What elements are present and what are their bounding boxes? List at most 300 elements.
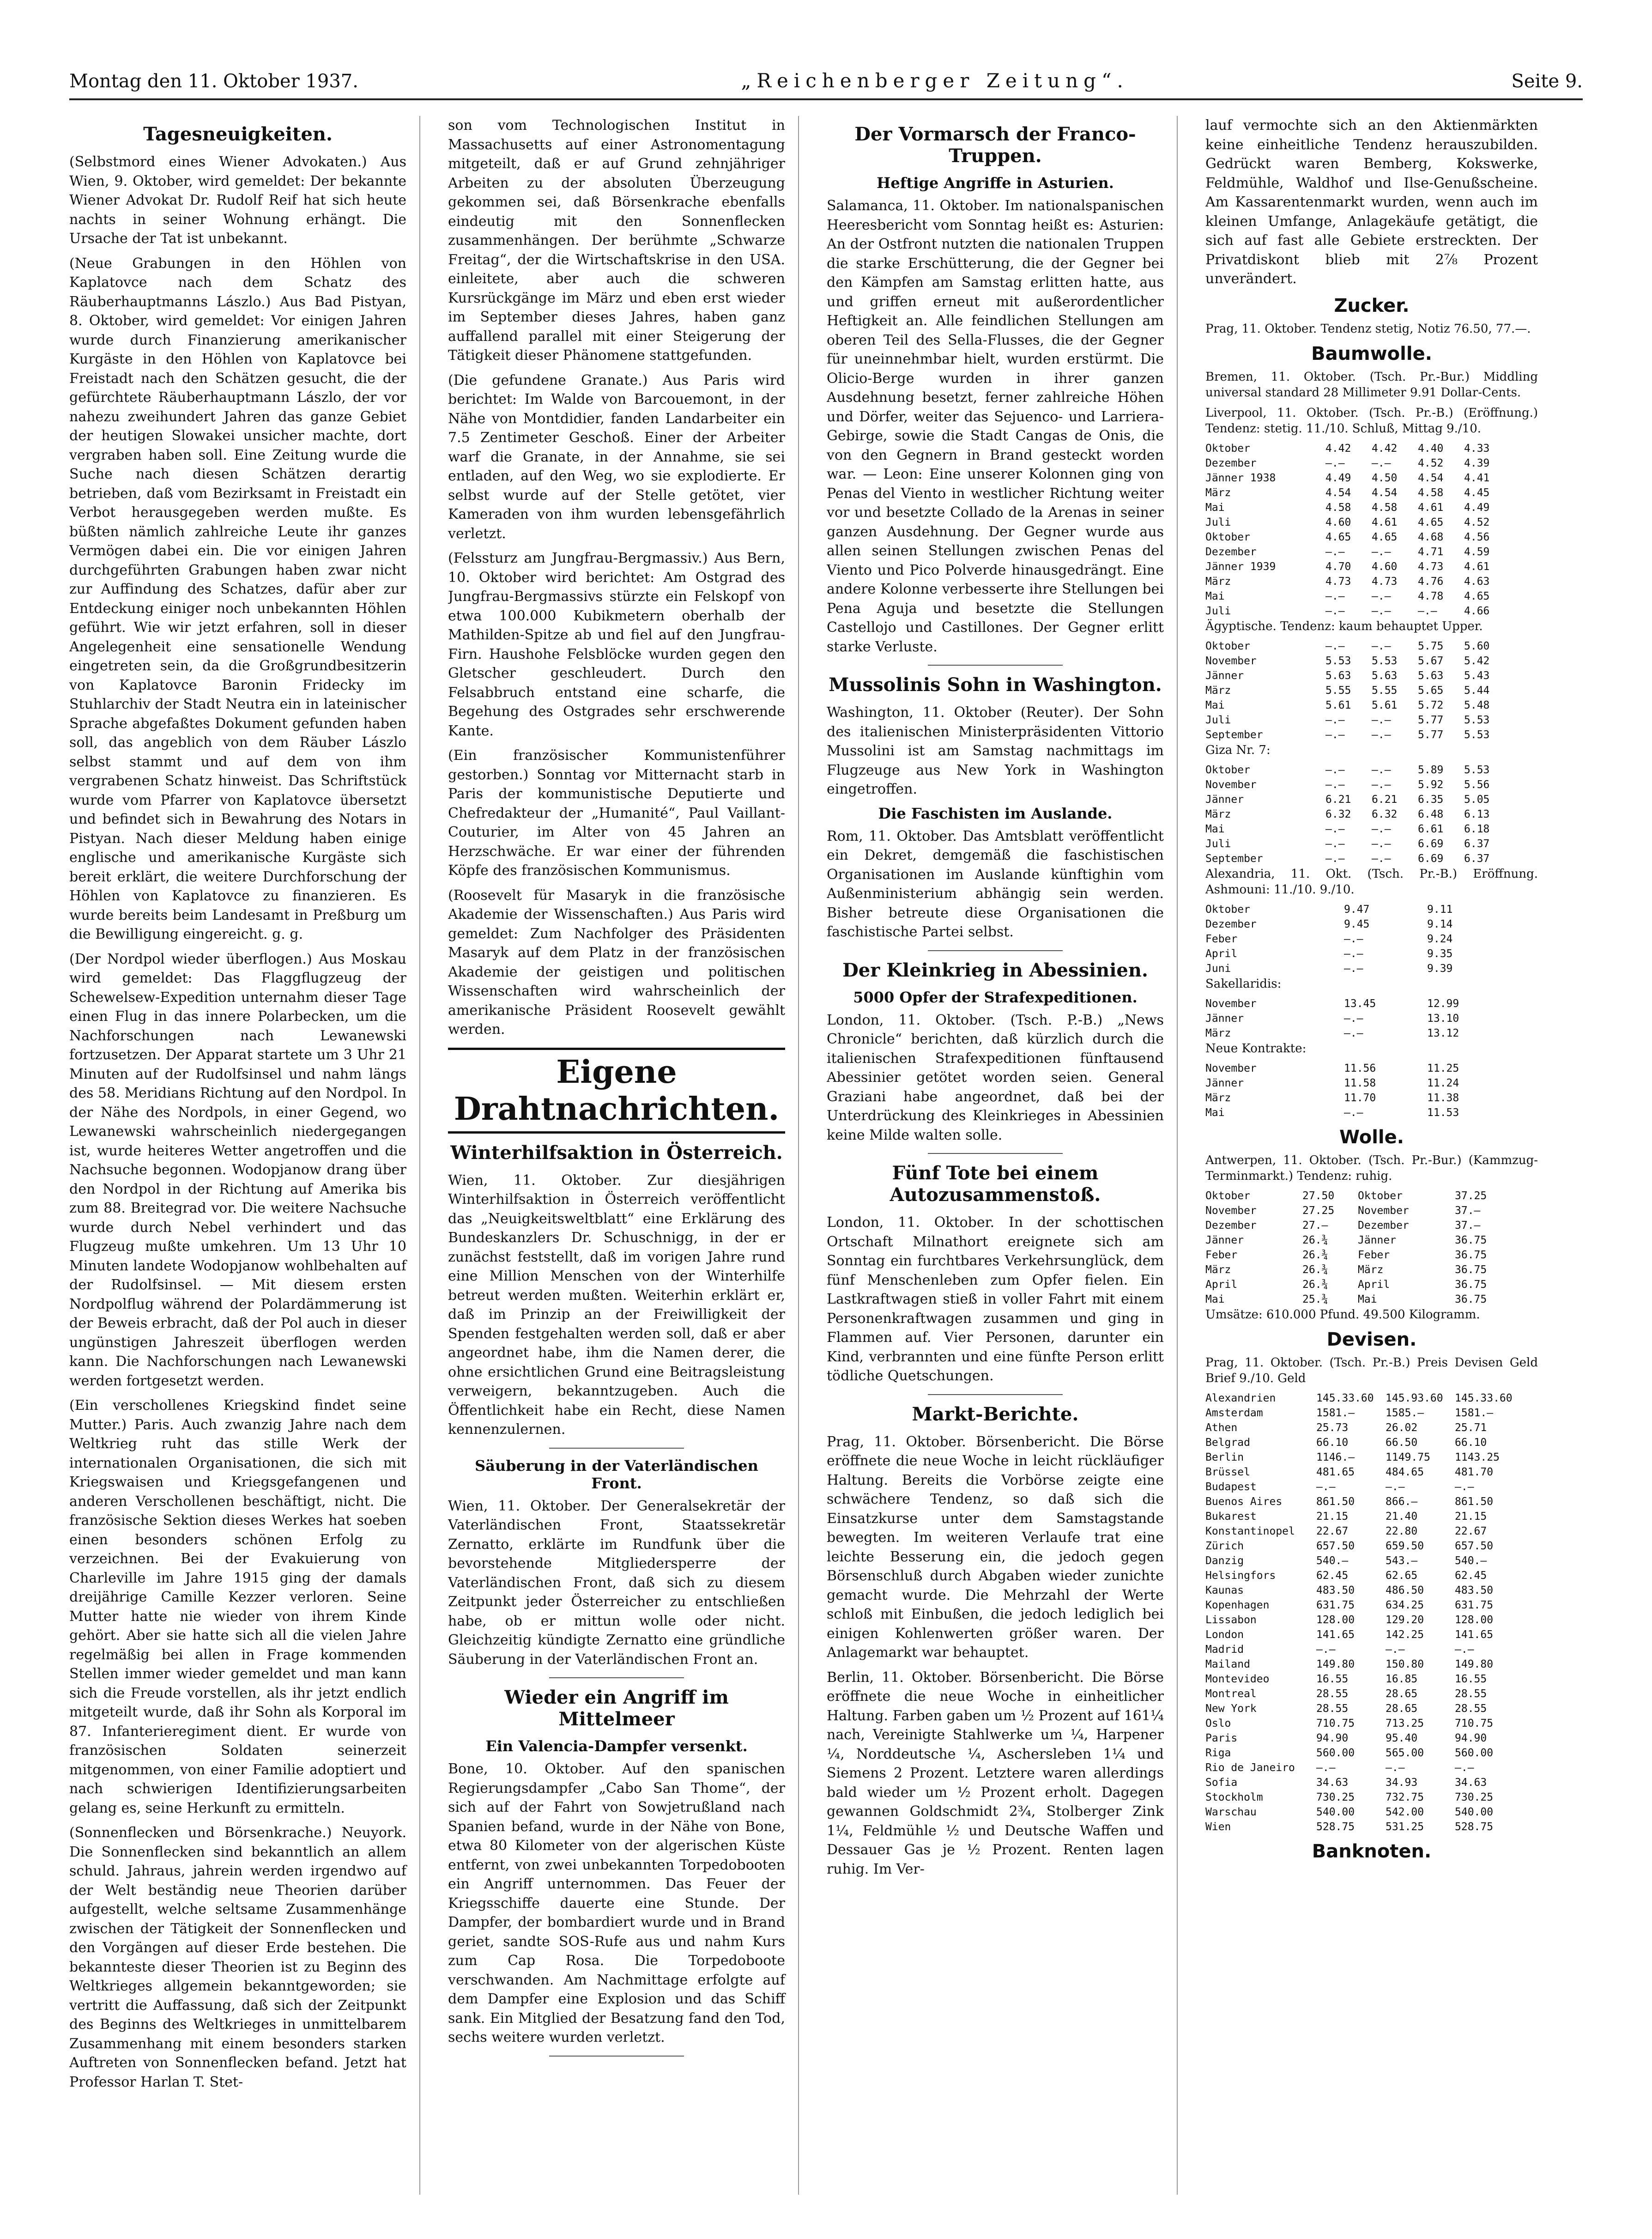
- table-row: [1205, 1687, 1538, 1701]
- table-cell: 28.55: [1316, 1702, 1349, 1715]
- table-cell: 4.54: [1325, 486, 1351, 499]
- table-cell: 5.56: [1464, 778, 1490, 791]
- table-cell: Jänner: [1205, 793, 1244, 806]
- table-cell: 542.00: [1386, 1806, 1424, 1818]
- table-cell: 4.70: [1325, 560, 1351, 573]
- table-row: [1205, 1539, 1538, 1553]
- table-cell: 6.37: [1464, 837, 1490, 850]
- table-cell: April: [1205, 1278, 1238, 1291]
- table-cell: Jänner: [1358, 1234, 1397, 1246]
- table-row: [1205, 1775, 1538, 1790]
- col1-paragraph: (Ein verschollenes Kriegskind findet seine Mutter.) Paris. Auch zwanzig Jahre nach dem Weltkrieg ruht das stille Werk der internationalen Organisationen, die sich mit Kriegswaisen und Kriegsgefangenen und anderen Verschollenen beschäftigt, nicht. Die französische Sektion dieses Werkes hat soeben einen besonders schönen Erfolg zu verzeichnen. Bei der Evakuierung von Charleville im Jahre 1915 ging der damals dreijährige Camille Kezzer verloren. Seine Mutter hatte nie wieder von ihrem Kinde gehört. Aber sie hatte sich all die vielen Jahre regelmäßig bei allen in Frage kommenden Stellen immer wieder gemeldet und man kann sich die Freude vorstellen, als ihr jetzt endlich mitgeteilt wurde, daß ihr Sohn als Korporal im 87. Infanterieregiment dient. Er wurde von französischen Soldaten seinerzeit mitgenommen, von einer Familie adoptiert und nach schwierigen Identifizierungsarbeiten gelang es, seine Herkunft zu ermitteln.: [69, 1397, 406, 1816]
- table-cell: Alexandrien: [1205, 1392, 1276, 1404]
- table-cell: 528.75: [1455, 1820, 1494, 1833]
- table-cell: 5.44: [1464, 684, 1490, 697]
- table-cell: 28.55: [1316, 1687, 1349, 1700]
- table-cell: März: [1205, 808, 1231, 820]
- table-cell: März: [1205, 1092, 1231, 1104]
- table-cell: Montevideo: [1205, 1673, 1270, 1685]
- table-row: [1205, 1553, 1538, 1568]
- alex-header: Alexandria, 11. Okt. (Tsch. Pr.-B.) Eröffnung. Ashmouni: 11./10. 9./10.: [1205, 867, 1538, 897]
- table-cell: Danzig: [1205, 1554, 1244, 1567]
- table-cell: 25.71: [1455, 1421, 1487, 1434]
- article-subtitle: Heftige Angriffe in Asturien.: [877, 174, 1114, 192]
- table-cell: —.—: [1325, 728, 1345, 741]
- table-row: [1205, 1391, 1538, 1406]
- table-cell: 730.25: [1455, 1791, 1494, 1803]
- table-cell: 13.10: [1427, 1012, 1459, 1025]
- table-row: [1205, 1465, 1538, 1480]
- table-cell: 150.80: [1386, 1658, 1424, 1670]
- neue-table: [1205, 1061, 1538, 1120]
- table-row: [1205, 1746, 1538, 1760]
- table-cell: Jänner: [1205, 1234, 1244, 1246]
- table-cell: —.—: [1372, 852, 1391, 865]
- table-cell: 141.65: [1455, 1628, 1494, 1641]
- giza-header: Giza Nr. 7:: [1205, 743, 1271, 757]
- table-cell: 4.65: [1418, 516, 1444, 528]
- table-cell: 4.42: [1372, 442, 1398, 455]
- table-cell: 4.60: [1372, 560, 1398, 573]
- table-cell: 128.00: [1455, 1614, 1494, 1626]
- table-cell: 13.45: [1344, 997, 1376, 1010]
- table-cell: —.—: [1455, 1643, 1474, 1656]
- table-cell: 6.32: [1372, 808, 1398, 820]
- table-row: [1205, 851, 1538, 866]
- table-cell: Dezember: [1205, 918, 1257, 930]
- table-cell: Jänner: [1205, 1012, 1244, 1025]
- table-cell: Dezember: [1205, 457, 1257, 469]
- table-cell: Lissabon: [1205, 1614, 1257, 1626]
- table-row: [1205, 683, 1538, 698]
- table-cell: 9.45: [1344, 918, 1370, 930]
- table-row: [1205, 639, 1538, 654]
- wolle-text: Antwerpen, 11. Oktober. (Tsch. Pr.-Bur.) (Kammzug-Terminmarkt.) Tendenz: ruhig.: [1205, 1153, 1538, 1183]
- article-title: Fünf Tote bei einem Autozusammenstoß.: [890, 1162, 1101, 1206]
- table-cell: Budapest: [1205, 1481, 1257, 1493]
- divider: [928, 1394, 1063, 1395]
- table-cell: 11.58: [1344, 1077, 1376, 1089]
- table-row: [1205, 574, 1538, 589]
- devisen-title: Devisen.: [1326, 1329, 1417, 1350]
- table-cell: November: [1205, 655, 1257, 667]
- table-cell: 5.63: [1418, 669, 1444, 682]
- table-row: [1205, 1450, 1538, 1465]
- table-row: [1205, 1277, 1538, 1292]
- sakel-table: [1205, 996, 1538, 1041]
- table-cell: 4.76: [1418, 575, 1444, 588]
- table-row: [1205, 530, 1538, 545]
- table-cell: September: [1205, 728, 1263, 741]
- table-cell: —.—: [1325, 714, 1345, 726]
- egypt-table: [1205, 639, 1538, 742]
- table-row: [1205, 1509, 1538, 1524]
- article-text: London, 11. Oktober. In der schottischen Ortschaft Milnathort ereignete sich am Sonntag ein furchtbares Verkehrsunglück, dem fünf Menschenleben zum Opfer fielen. Ein Lastkraftwagen stieß in voller Fahrt mit einem Personenkraftwagen zusammen und ging in Flammen auf. Vier Personen, darunter ein Kind, verbrannten und eine fünfte Person erlitt tödliche Quetschungen.: [827, 1214, 1164, 1384]
- table-row: [1205, 1568, 1538, 1583]
- table-row: [1205, 1262, 1538, 1277]
- table-cell: 5.61: [1325, 699, 1351, 711]
- table-cell: 4.73: [1325, 575, 1351, 588]
- table-cell: 5.53: [1464, 728, 1490, 741]
- table-row: [1205, 456, 1538, 471]
- table-cell: 4.40: [1418, 442, 1444, 455]
- table-row: [1205, 777, 1538, 792]
- table-row: [1205, 604, 1538, 619]
- table-cell: 26.¾: [1302, 1249, 1328, 1261]
- article-text: Wien, 11. Oktober. Zur diesjährigen Winterhilfsaktion in Österreich veröffentlicht das „Neuigkeitsweltblatt“ eine Erklärung des Bundeskanzlers Dr. Schuschnigg, in der er zunächst feststellt, daß im vorigen Jahre rund eine Million Menschen von der Winterhilfe betreut werden mußten. Weiterhin erklärt er, daß im Prinzip an der Freiwilligkeit der Spenden festgehalten werden soll, daß er aber angeordnet habe, ihm die Namen derer, die ohne ersichtlichen Grund eine Beitragsleistung verweigern, bekanntzugeben. Auch die Öffentlichkeit habe ein Recht, diese Namen kennenzulernen.: [448, 1172, 785, 1438]
- table-cell: 22.67: [1455, 1525, 1487, 1537]
- neue-header: Neue Kontrakte:: [1205, 1041, 1307, 1056]
- table-row: [1205, 917, 1538, 932]
- table-cell: —.—: [1325, 457, 1345, 469]
- table-row: [1205, 1716, 1538, 1731]
- table-cell: Helsingfors: [1205, 1569, 1276, 1582]
- table-cell: 540.—: [1316, 1554, 1349, 1567]
- table-row: [1205, 654, 1538, 668]
- table-cell: 5.63: [1372, 669, 1398, 682]
- table-cell: 25.¾: [1302, 1293, 1328, 1305]
- table-cell: 4.59: [1464, 546, 1490, 558]
- article-text: Rom, 11. Oktober. Das Amtsblatt veröffentlicht ein Dekret, demgemäß die faschistischen Organisationen im Auslande künftighin vom Außenministerium abhängig sein werden. Bisher betreute diese Organisationen die faschistische Partei selbst.: [827, 828, 1164, 940]
- table-cell: —.—: [1316, 1761, 1336, 1774]
- table-cell: 4.65: [1464, 590, 1490, 602]
- table-cell: 4.49: [1325, 472, 1351, 484]
- article-title: Die Faschisten im Auslande.: [878, 804, 1113, 822]
- table-cell: Oktober: [1205, 640, 1250, 652]
- table-cell: 27.50: [1302, 1189, 1335, 1202]
- article-text: Berlin, 11. Oktober. Börsenbericht. Die Börse eröffnete die neue Woche in einheitlicher Haltung. Farben gaben um ½ Prozent auf 161¼ nach, Vereinigte Stahlwerke um ¼, Harpener ¼, Norddeutsche ¼, Aschersleben 1¼ und Siemens 2 Prozent. Letztere waren allerdings bald wieder um ½ Prozent erholt. Dagegen gewannen Goldschmidt 2¾, Stolberger Zink 1¼, Feldmühle ½ und Deutsche Waffen und Dessauer Gas je ½ Prozent. Renten lagen ruhig. Im Ver-: [827, 1669, 1164, 1877]
- table-cell: Paris: [1205, 1732, 1238, 1744]
- table-cell: 22.67: [1316, 1525, 1349, 1537]
- table-cell: 11.24: [1427, 1077, 1459, 1089]
- table-cell: Oktober: [1205, 764, 1250, 776]
- table-cell: 531.25: [1386, 1820, 1424, 1833]
- table-cell: 631.75: [1316, 1599, 1355, 1611]
- table-cell: —.—: [1325, 640, 1345, 652]
- market-intro: lauf vermochte sich an den Aktienmärkten keine einheitliche Tendenz herauszubilden. Gedrückt waren Bemberg, Kokswerke, Feldmühle, Waldhof und Ilse-Genußscheine. Am Kassarentenmarkt wurden, wenn auch im kleinen Umfange, Anlagekäufe getätigt, die sich auf fast alle Gebiete erstreckten. Der Privatdiskont blieb mit 2⅞ Prozent unverändert.: [1205, 117, 1538, 287]
- table-cell: —.—: [1325, 823, 1345, 835]
- table-row: [1205, 1292, 1538, 1307]
- col1-paragraph: (Neue Grabungen in den Höhlen von Kaplatovce nach dem Schatz des Räuberhauptmanns Lászlo.) Aus Bad Pistyan, 8. Oktober, wird gemeldet: Vor einigen Jahren wurde durch Finanzierung amerikanischer Kurgäste in den Höhlen von Kaplatovce bei Freistadt nach den Schätzen gesucht, die der gefürchtete Räuberhauptmann Lászlo, der vor nahezu zweihundert Jahren das ganze Gebiet der heutigen Slowakei unsicher machte, dort vergraben haben soll. Eine Zeitung wurde die Suche nach diesen Schätzen derartig betrieben, daß vom Bezirksamt in Freistadt ein Verbot herausgegeben werden mußte. Es büßten nämlich zahlreiche Leute ihr ganzes Vermögen dabei ein. Die vor einigen Jahren durchgeführten Grabungen haben zwar nicht zur Auffindung des Schatzes, dafür aber zur Entdeckung einiger noch unbekannten Höhlen geführt. Wie wir jetzt erfahren, soll in dieser Angelegenheit eine sensationelle Wendung eingetreten sein, da die Großgrundbesitzerin von Kaplatovce Baronin Fridecky im Stuhlarchiv der Stadt Neutra ein in lateinischer Sprache abgefaßtes Dokument gefunden haben soll, das angeblich von dem Räuber Lászlo selbst stammt und auf dem von ihm vergrabenen Schatz hinweist. Das Schriftstück wurde vom Pfarrer von Kaplatovce übersetzt und befindet sich in Bewahrung des Notars in Pistyan. Nach dieser Meldung haben einige englische und amerikanische Kurgäste sich bereit erklärt, die weitere Durchforschung der Höhlen von Kaplatovce zu finanzieren. Es wurde bereits beim Landesamt in Preßburg um die Bewilligung eingereicht. g. g.: [69, 255, 406, 942]
- table-row: [1205, 961, 1538, 976]
- table-row: [1205, 763, 1538, 777]
- table-row: [1205, 1406, 1538, 1420]
- table-cell: 6.48: [1418, 808, 1444, 820]
- column-3: [827, 116, 1178, 2195]
- table-row: [1205, 1657, 1538, 1672]
- table-cell: 142.25: [1386, 1628, 1424, 1641]
- table-cell: 4.50: [1372, 472, 1398, 484]
- table-cell: 730.25: [1316, 1791, 1355, 1803]
- table-cell: Juli: [1205, 837, 1231, 850]
- table-cell: Brüssel: [1205, 1466, 1250, 1478]
- table-cell: 4.61: [1418, 501, 1444, 514]
- table-cell: 4.60: [1325, 516, 1351, 528]
- table-cell: 12.99: [1427, 997, 1459, 1010]
- table-cell: 66.50: [1386, 1436, 1418, 1449]
- table-cell: 861.50: [1455, 1495, 1494, 1508]
- table-cell: 34.63: [1455, 1776, 1487, 1789]
- table-cell: 866.—: [1386, 1495, 1418, 1508]
- table-cell: 6.32: [1325, 808, 1351, 820]
- table-cell: 4.73: [1418, 560, 1444, 573]
- table-cell: Jänner 1939: [1205, 560, 1276, 573]
- liverpool-header: Liverpool, 11. Oktober. (Tsch. Pr.-B.) (Eröffnung.) Tendenz: stetig. 11./10. Schluß, Mittag 9./10.: [1205, 406, 1538, 436]
- table-cell: 4.41: [1464, 472, 1490, 484]
- table-cell: —.—: [1372, 546, 1391, 558]
- table-cell: 5.53: [1464, 714, 1490, 726]
- table-cell: 21.40: [1386, 1510, 1418, 1523]
- table-cell: 9.14: [1427, 918, 1453, 930]
- table-cell: Belgrad: [1205, 1436, 1250, 1449]
- table-cell: 5.75: [1418, 640, 1444, 652]
- sakel-header: Sakellaridis:: [1205, 977, 1282, 991]
- divider: [549, 1448, 684, 1449]
- table-row: [1205, 996, 1538, 1011]
- table-cell: —.—: [1372, 728, 1391, 741]
- table-cell: 9.11: [1427, 903, 1453, 916]
- table-cell: 540.00: [1455, 1806, 1494, 1818]
- table-cell: 5.61: [1372, 699, 1398, 711]
- table-cell: 11.70: [1344, 1092, 1376, 1104]
- table-cell: 149.80: [1316, 1658, 1355, 1670]
- table-cell: 634.25: [1386, 1599, 1424, 1611]
- zucker-title: Zucker.: [1334, 295, 1410, 316]
- header-date: Montag den 11. Oktober 1937.: [69, 71, 358, 92]
- table-cell: 4.56: [1464, 531, 1490, 543]
- table-cell: 26.¾: [1302, 1278, 1328, 1291]
- table-cell: Stockholm: [1205, 1791, 1263, 1803]
- table-cell: 37.—: [1455, 1204, 1481, 1217]
- table-row: [1205, 1672, 1538, 1687]
- divider: [928, 1153, 1063, 1154]
- table-cell: 128.00: [1316, 1614, 1355, 1626]
- table-cell: 11.38: [1427, 1092, 1459, 1104]
- table-cell: Zürich: [1205, 1540, 1244, 1552]
- table-cell: 5.53: [1464, 764, 1490, 776]
- tagesneuigkeiten-heading: Tagesneuigkeiten.: [143, 123, 333, 145]
- table-cell: 5.05: [1464, 793, 1490, 806]
- table-cell: April: [1358, 1278, 1390, 1291]
- table-cell: 16.55: [1316, 1673, 1349, 1685]
- table-row: [1205, 1203, 1538, 1218]
- columns: [69, 116, 1583, 2195]
- table-cell: 5.48: [1464, 699, 1490, 711]
- divider: [549, 1677, 684, 1678]
- table-cell: Jänner 1938: [1205, 472, 1276, 484]
- table-cell: 26.¾: [1302, 1234, 1328, 1246]
- table-row: [1205, 1218, 1538, 1233]
- table-cell: 4.45: [1464, 486, 1490, 499]
- table-row: [1205, 1642, 1538, 1657]
- table-cell: 5.63: [1325, 669, 1351, 682]
- table-cell: 13.12: [1427, 1027, 1459, 1039]
- table-cell: 4.65: [1325, 531, 1351, 543]
- table-row: [1205, 713, 1538, 728]
- table-cell: 5.89: [1418, 764, 1444, 776]
- table-cell: 4.58: [1325, 501, 1351, 514]
- article-title: Der Kleinkrieg in Abessinien.: [842, 959, 1148, 981]
- table-cell: Feber: [1205, 1249, 1238, 1261]
- table-cell: 528.75: [1316, 1820, 1355, 1833]
- table-cell: 5.77: [1418, 728, 1444, 741]
- table-cell: Juli: [1205, 516, 1231, 528]
- table-cell: Oslo: [1205, 1717, 1231, 1729]
- table-row: [1205, 1076, 1538, 1091]
- table-cell: 36.75: [1455, 1278, 1487, 1291]
- page-header: [69, 69, 1583, 100]
- table-cell: 37.25: [1455, 1189, 1487, 1202]
- table-cell: November: [1205, 997, 1257, 1010]
- table-cell: 28.65: [1386, 1687, 1418, 1700]
- table-row: [1205, 1189, 1538, 1203]
- table-cell: Mai: [1205, 590, 1225, 602]
- table-cell: 34.63: [1316, 1776, 1349, 1789]
- table-cell: März: [1205, 1027, 1231, 1039]
- table-row: [1205, 932, 1538, 947]
- table-cell: —.—: [1344, 933, 1363, 945]
- devisen-header: Prag, 11. Oktober. (Tsch. Pr.-B.) Preis Devisen Geld Brief 9./10. Geld: [1205, 1355, 1538, 1385]
- table-cell: 149.80: [1455, 1658, 1494, 1670]
- table-cell: 11.56: [1344, 1062, 1376, 1074]
- table-cell: —.—: [1344, 947, 1363, 960]
- table-cell: 16.85: [1386, 1673, 1418, 1685]
- table-cell: 1581.—: [1455, 1407, 1494, 1419]
- table-row: [1205, 500, 1538, 515]
- table-cell: 657.50: [1316, 1540, 1355, 1552]
- table-cell: 16.55: [1455, 1673, 1487, 1685]
- table-cell: 732.75: [1386, 1791, 1424, 1803]
- table-row: [1205, 1805, 1538, 1820]
- table-cell: 6.13: [1464, 808, 1490, 820]
- table-cell: Mai: [1205, 1106, 1225, 1119]
- giza-table: [1205, 763, 1538, 866]
- table-cell: Oktober: [1205, 903, 1250, 916]
- col2-paragraph: (Felssturz am Jungfrau-Bergmassiv.) Aus Bern, 10. Oktober wird berichtet: Am Ostgrad des Jungfrau-Bergmassivs stürzte ein Felskopf von etwa 100.000 Kubikmetern oberhalb der Mathilden-Spitze ab und fiel auf den Jungfrau-Firn. Haushohe Felsblöcke wurden gegen den Gletscher geschleudert. Durch den Felsabbruch entstand eine scharfe, die Begehung des Ostgrades sehr erschwerende Kante.: [448, 550, 785, 739]
- table-row: [1205, 837, 1538, 851]
- table-cell: 9.47: [1344, 903, 1370, 916]
- table-cell: Bukarest: [1205, 1510, 1257, 1523]
- table-cell: 4.58: [1372, 501, 1398, 514]
- table-cell: 565.00: [1386, 1747, 1424, 1759]
- table-cell: —.—: [1344, 1012, 1363, 1025]
- table-cell: —.—: [1372, 714, 1391, 726]
- table-cell: April: [1205, 947, 1238, 960]
- table-cell: November: [1358, 1204, 1409, 1217]
- article-text: Bone, 10. Oktober. Auf den spanischen Regierungsdampfer „Cabo San Thome“, der sich auf der Fahrt von Sowjetrußland nach Spanien befand, wurde in der Nähe von Bone, etwa 80 Kilometer von der algerischen Küste entfernt, von zwei unbekannten Torpedobooten ein Angriff unternommen. Das Feuer der Kriegsschiffe dauerte eine Stunde. Der Dampfer, der bombardiert wurde und in Brand geriet, sandte SOS-Rufe aus und nahm Kurs zum Cap Rosa. Die Torpedoboote verschwanden. Am Nachmittage erfolgte auf dem Dampfer eine Explosion und das Schiff sank. Ein Mitglied der Besatzung fand den Tod, sechs weitere wurden verletzt.: [448, 1761, 785, 2045]
- umsaetze: Umsätze: 610.000 Pfund. 49.500 Kilogramm.: [1205, 1307, 1480, 1322]
- table-cell: 4.39: [1464, 457, 1490, 469]
- table-cell: 1149.75: [1386, 1451, 1430, 1463]
- table-cell: 95.40: [1386, 1732, 1418, 1744]
- table-cell: Montreal: [1205, 1687, 1257, 1700]
- table-cell: Sofia: [1205, 1776, 1238, 1789]
- table-cell: Kaunas: [1205, 1584, 1244, 1596]
- table-cell: 22.80: [1386, 1525, 1418, 1537]
- table-cell: —.—: [1372, 764, 1391, 776]
- table-row: [1205, 1627, 1538, 1642]
- table-row: [1205, 1011, 1538, 1026]
- table-cell: 483.50: [1316, 1584, 1355, 1596]
- table-row: [1205, 807, 1538, 822]
- table-cell: 28.55: [1455, 1702, 1487, 1715]
- table-cell: 710.75: [1316, 1717, 1355, 1729]
- table-cell: —.—: [1325, 778, 1345, 791]
- article-title: Säuberung in der Vaterländischen Front.: [475, 1456, 758, 1492]
- banknoten-title: Banknoten.: [1312, 1840, 1432, 1862]
- drahtnachrichten-banner: Eigene Drahtnachrichten.: [448, 1048, 785, 1134]
- table-cell: 1581.—: [1316, 1407, 1355, 1419]
- table-cell: 713.25: [1386, 1717, 1424, 1729]
- table-cell: 5.72: [1418, 699, 1444, 711]
- table-cell: 560.00: [1455, 1747, 1494, 1759]
- table-cell: 141.65: [1316, 1628, 1355, 1641]
- table-row: [1205, 698, 1538, 713]
- table-cell: 4.54: [1418, 472, 1444, 484]
- col2-paragraph: (Roosevelt für Masaryk in die französische Akademie der Wissenschaften.) Aus Paris wird gemeldet: Zum Nachfolger des Präsidenten Masaryk auf dem Platz in der französischen Akademie der geistigen und politischen Wissenschaften wird wahrscheinlich der amerikanische Präsident Roosevelt gewählt werden.: [448, 887, 785, 1038]
- table-cell: Rio de Janeiro: [1205, 1761, 1295, 1774]
- table-cell: 4.78: [1418, 590, 1444, 602]
- table-row: [1205, 485, 1538, 500]
- bremen-text: Bremen, 11. Oktober. (Tsch. Pr.-Bur.) Middling universal standard 28 Millimeter 9.91 Dollar-Cents.: [1205, 370, 1538, 400]
- table-cell: 34.93: [1386, 1776, 1418, 1789]
- column-1: [69, 116, 420, 2195]
- table-cell: 27.—: [1302, 1219, 1328, 1232]
- table-cell: 4.66: [1464, 605, 1490, 617]
- table-cell: Mai: [1358, 1293, 1377, 1305]
- table-cell: 4.52: [1418, 457, 1444, 469]
- article-text: Prag, 11. Oktober. Börsenbericht. Die Börse eröffnete die neue Woche in leicht rückläufiger Haltung. Bereits die Vorbörse zeigte eine schwächere Tendenz, so daß sich die Einsatzkurse unter dem Samstagstande bewegten. Im weiteren Verlaufe trat eine leichte Besserung ein, die jedoch gegen Börsenschluß durch Abgaben wieder zunichte gemacht wurde. Die Mehrzahl der Werte schloß mit Einbußen, die jedoch lediglich bei einigen Kohlenwerten größer waren. Der Anlagemarkt war behauptet.: [827, 1433, 1164, 1661]
- table-cell: Oktober: [1358, 1189, 1403, 1202]
- table-cell: 5.92: [1418, 778, 1444, 791]
- table-cell: —.—: [1386, 1761, 1405, 1774]
- col1-paragraph: (Sonnenflecken und Börsenkrache.) Neuyork. Die Sonnenflecken sind bekanntlich an allem schuld. Jahraus, jahrein werden irgendwo auf der Welt beständig neue Theorien darüber aufgestellt, welche seltsame Zusammenhänge zwischen der Tätigkeit der Sonnenflecken und den Vorgängen auf dieser Erde bestehen. Die bekannteste dieser Theorien ist zu Beginn des Weltkrieges allgemein bekanntgeworden; sie vertritt die Auffassung, daß sich der Zeitpunkt des Beginns des Weltkrieges in unmittelbarem Zusammenhang mit einem besonders starken Auftreten von Sonnenflecken befand. Jetzt hat Professor Harlan T. Stet-: [69, 1825, 406, 2090]
- article-title: Mussolinis Sohn in Washington.: [829, 674, 1162, 696]
- article-subtitle: Ein Valencia-Dampfer versenkt.: [485, 1737, 748, 1755]
- article-title: Wieder ein Angriff im Mittelmeer: [504, 1687, 729, 1730]
- table-cell: Mai: [1205, 501, 1225, 514]
- table-cell: 9.39: [1427, 962, 1453, 975]
- table-cell: 5.67: [1418, 655, 1444, 667]
- table-cell: 62.65: [1386, 1569, 1418, 1582]
- zucker-text: Prag, 11. Oktober. Tendenz stetig, Notiz 76.50, 77.—.: [1205, 322, 1531, 336]
- table-cell: Oktober: [1205, 442, 1250, 455]
- table-cell: 540.—: [1455, 1554, 1487, 1567]
- table-cell: 631.75: [1455, 1599, 1494, 1611]
- table-cell: 145.93.60: [1386, 1392, 1443, 1404]
- table-cell: —.—: [1325, 764, 1345, 776]
- table-cell: 6.18: [1464, 823, 1490, 835]
- table-cell: 483.50: [1455, 1584, 1494, 1596]
- table-cell: Athen: [1205, 1421, 1238, 1434]
- page-number: Seite 9.: [1511, 71, 1583, 92]
- table-cell: —.—: [1344, 1027, 1363, 1039]
- table-cell: —.—: [1325, 590, 1345, 602]
- divider: [928, 950, 1063, 951]
- table-row: [1205, 1790, 1538, 1805]
- table-cell: 4.61: [1464, 560, 1490, 573]
- table-cell: 145.33.60: [1455, 1392, 1513, 1404]
- table-cell: 861.50: [1316, 1495, 1355, 1508]
- table-cell: 6.61: [1418, 823, 1444, 835]
- table-cell: 62.45: [1316, 1569, 1349, 1582]
- table-row: [1205, 728, 1538, 742]
- baumwolle-title: Baumwolle.: [1311, 343, 1432, 364]
- table-cell: Madrid: [1205, 1643, 1244, 1656]
- table-cell: Warschau: [1205, 1806, 1257, 1818]
- table-cell: 36.75: [1455, 1249, 1487, 1261]
- table-cell: März: [1205, 1263, 1231, 1276]
